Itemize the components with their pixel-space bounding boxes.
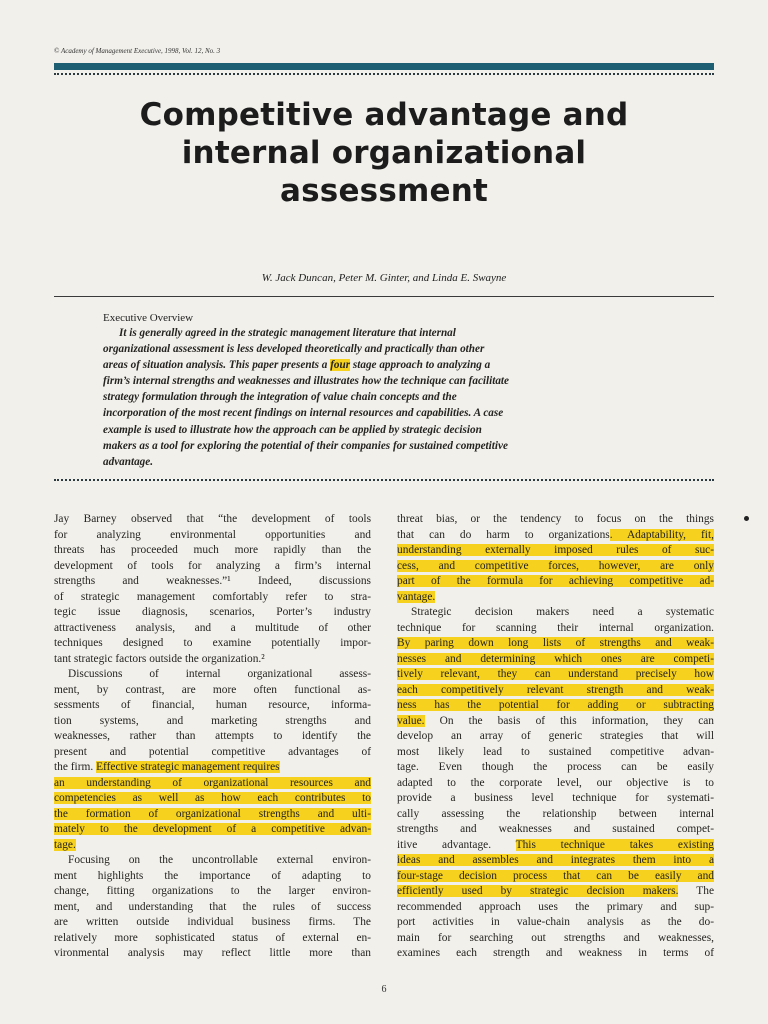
- abstract-line: example is used to illustrate how the approach can be applied by strategic decision: [103, 423, 482, 436]
- dotted-divider-middle: [54, 479, 714, 481]
- text-span: The: [678, 885, 714, 897]
- text-line: most likely lead to sustained competitive advan-: [397, 745, 714, 758]
- highlighted-text: cess, and competitive forces, however, are only: [397, 559, 714, 572]
- text-line: provide a business level technique for systemati-: [397, 792, 714, 804]
- highlighted-text: four-stage decision process that can be easily and: [397, 869, 714, 882]
- body-column-right: [397, 512, 714, 962]
- title-line: internal organizational: [181, 135, 587, 171]
- highlighted-text: Effective strategic management requires: [96, 761, 280, 773]
- text-line: recommended approach uses the primary and sup-: [397, 900, 714, 913]
- text-line: [54, 807, 371, 823]
- highlighted-text: understanding externally imposed rules of suc-: [397, 544, 714, 556]
- highlighted-text: competencies as well as how each contributes to: [54, 792, 371, 804]
- highlighted-text: mately to the development of a competitive advan-: [54, 823, 371, 835]
- abstract-text: stage approach to analyzing a: [350, 359, 491, 372]
- highlighted-text: an understanding of organizational resources and: [54, 776, 371, 789]
- text-span: that can do harm to organizations: [397, 528, 610, 541]
- text-line: [397, 884, 714, 900]
- article-title: [54, 96, 714, 210]
- text-line: threats has proceeded much more rapidly than the: [54, 544, 371, 556]
- highlighted-text: nesses and determining which ones are competi-: [397, 652, 714, 665]
- text-line: weaknesses, rather than attempts to identify the: [54, 730, 371, 742]
- text-line: strengths and weaknesses.”¹ Indeed, discussions: [54, 575, 371, 587]
- running-head: © Academy of Management Executive, 1998, Vol. 12, No. 3: [54, 47, 221, 55]
- text-line: [397, 869, 714, 885]
- text-line: strengths and weaknesses and sustained compet-: [397, 823, 714, 835]
- text-line: vironmental analysis may reflect little more than: [54, 947, 371, 959]
- text-line: cally assessing the relationship between internal: [397, 807, 714, 820]
- text-line: [54, 760, 371, 776]
- section-rule: [54, 296, 714, 297]
- abstract-line: strategy formulation through the integration of value chain concepts and the: [103, 391, 457, 404]
- title-line: assessment: [280, 173, 488, 209]
- text-line: [397, 667, 714, 683]
- text-line: present and potential competitive advantages of: [54, 745, 371, 758]
- body-column-left: [54, 512, 371, 962]
- highlighted-text: the formation of organizational strengths and ulti-: [54, 807, 371, 820]
- text-line: [397, 559, 714, 575]
- abstract-line: makers as a tool for exploring the potential of their companies for sustained competitive: [103, 439, 508, 452]
- text-line: Discussions of internal organizational assess-: [68, 668, 371, 680]
- text-line: [397, 698, 714, 714]
- abstract-line: It is generally agreed in the strategic management literature that internal: [119, 327, 456, 339]
- text-line: tant strategic factors outside the organization.²: [54, 652, 265, 665]
- text-line: are written outside individual business firms. The: [54, 916, 371, 928]
- text-line: Focusing on the uncontrollable external environ-: [68, 854, 371, 866]
- text-span: the firm.: [54, 761, 97, 773]
- executive-overview-label: Executive Overview: [103, 312, 194, 324]
- text-line: threat bias, or the tendency to focus on the things: [397, 513, 714, 525]
- text-line: [397, 714, 714, 730]
- highlighted-text: ness has the potential for adding or subtracting: [397, 699, 714, 711]
- text-line: [397, 590, 714, 606]
- highlighted-text: efficiently used by strategic decision makers.: [397, 885, 679, 897]
- text-line: Strategic decision makers need a systematic: [411, 606, 714, 618]
- text-line: Jay Barney observed that “the development of tools: [54, 513, 371, 525]
- text-line: [397, 853, 714, 869]
- text-span: itive advantage.: [397, 838, 516, 851]
- text-line: relatively more sophisticated status of external en-: [54, 931, 371, 944]
- text-line: [54, 838, 371, 854]
- text-line: ment highlights the importance of adapting to: [54, 869, 371, 882]
- text-line: attractiveness analysis, and a multitude of other: [54, 621, 371, 634]
- text-line: [54, 791, 371, 807]
- highlighted-text: vantage.: [397, 590, 436, 603]
- header-bar: [54, 63, 714, 70]
- text-span: On the basis of this information, they can: [424, 714, 714, 727]
- text-line: [54, 822, 371, 838]
- abstract-line: organizational assessment is less developed theoretically and practically than other: [103, 343, 485, 356]
- text-line: [397, 838, 714, 854]
- text-line: techniques designed to examine potentially impor-: [54, 637, 371, 649]
- text-line: tion systems, and marketing strengths and: [54, 714, 371, 727]
- highlighted-text: By paring down long lists of strengths and weak-: [397, 637, 714, 649]
- text-line: main for searching out strengths and weaknesses,: [397, 931, 714, 944]
- text-line: adapted to the corporate level, our objective is to: [397, 776, 714, 789]
- abstract-line: firm’s internal strengths and weaknesses and illustrates how the technique can facilitate: [103, 375, 510, 388]
- text-line: [397, 528, 714, 544]
- abstract-line: advantage.: [103, 455, 154, 468]
- highlighted-text: value.: [397, 714, 425, 727]
- highlighted-text: tively relevant, they can understand precisely how: [397, 668, 714, 680]
- text-line: port activities in value-chain analysis as the do-: [397, 916, 714, 928]
- highlighted-text: each competitively relevant strength and weak-: [397, 683, 714, 696]
- highlighted-text: . Adaptability, fit,: [609, 528, 714, 541]
- text-line: develop an array of generic strategies that will: [397, 730, 714, 742]
- highlighted-text: This technique takes existing: [515, 838, 714, 851]
- text-line: [54, 776, 371, 792]
- page-number: 6: [381, 984, 387, 995]
- text-line: [397, 574, 714, 590]
- scan-speck: [744, 516, 749, 521]
- text-line: of strategic management comfortably refer to stra-: [54, 590, 371, 603]
- highlighted-text: ideas and assembles and integrates them into a: [397, 854, 714, 866]
- highlighted-text: part of the formula for achieving competitive ad-: [397, 575, 714, 587]
- highlighted-text: tage.: [54, 838, 76, 851]
- dotted-divider-top: [54, 73, 714, 75]
- text-line: [397, 636, 714, 652]
- abstract: [103, 325, 663, 470]
- text-line: development of tools for analyzing a firm’s internal: [54, 559, 371, 572]
- text-line: ment, by contrast, are more often functional as-: [54, 683, 371, 696]
- text-line: for analyzing environmental opportunities and: [54, 528, 371, 541]
- text-line: examines each strength and weakness in terms of: [397, 947, 714, 959]
- highlighted-text: four: [330, 359, 351, 372]
- text-line: technique for scanning their internal organization.: [397, 621, 714, 634]
- text-line: [397, 652, 714, 668]
- text-line: tage. Even though the process can be easily: [397, 761, 714, 773]
- text-line: ment, and understanding that the rules of success: [54, 900, 371, 913]
- text-line: sessments of financial, human resource, informa-: [54, 699, 371, 711]
- text-line: [397, 543, 714, 559]
- abstract-text: areas of situation analysis. This paper presents a: [103, 359, 328, 372]
- abstract-line: incorporation of the most recent findings on internal resources and capabilities. A case: [103, 407, 504, 420]
- authors: W. Jack Duncan, Peter M. Ginter, and Linda E. Swayne: [261, 272, 507, 284]
- title-line: Competitive advantage and: [139, 97, 629, 133]
- text-line: tegic issue diagnosis, scenarios, Porter’s industry: [54, 606, 371, 618]
- abstract-line: [103, 357, 663, 373]
- text-line: [397, 683, 714, 699]
- text-line: change, fitting organizations to the larger environ-: [54, 885, 371, 897]
